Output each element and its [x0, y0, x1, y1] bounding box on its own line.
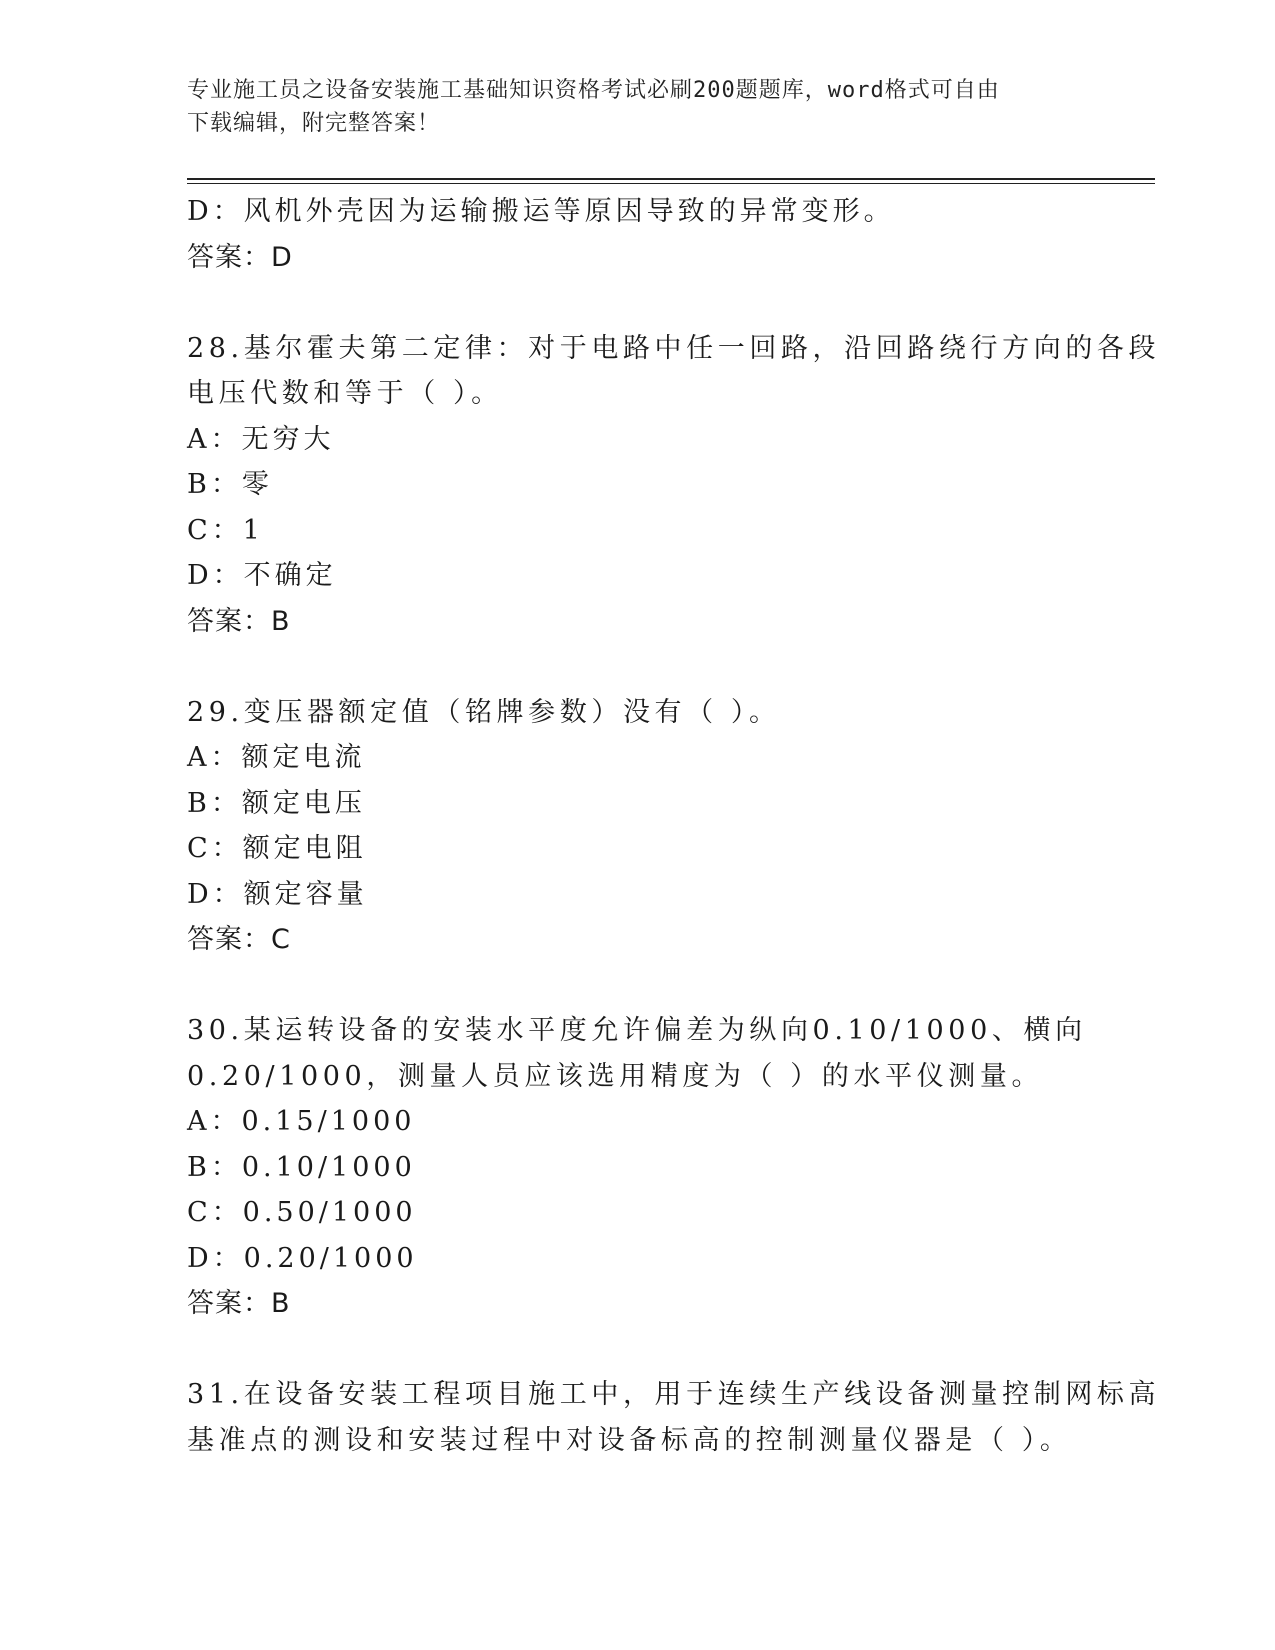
option-b: B：0.10/1000 — [187, 1151, 416, 1183]
spacer — [187, 963, 1087, 1009]
answer-line: 答案：C — [187, 924, 291, 955]
header-divider-thick — [187, 178, 1155, 180]
question-stem-line: 29.变压器额定值（铭牌参数）没有（ ）。 — [187, 696, 781, 728]
spacer — [187, 280, 1087, 326]
question-31 — [187, 1372, 1161, 1463]
option-d: D：0.20/1000 — [187, 1242, 418, 1274]
question-stem-line: 31.在设备安装工程项目施工中，用于连续生产线设备测量控制网标高 — [187, 1379, 1161, 1410]
question-stem-line: 30.某运转设备的安装水平度允许偏差为纵向0.10/1000、横向 — [187, 1015, 1087, 1046]
question-stem-line: 电压代数和等于（ ）。 — [187, 378, 503, 409]
option-b: B：额定电压 — [187, 787, 366, 819]
spacer — [187, 1327, 1087, 1373]
header-title-line-2: 下载编辑，附完整答案！ — [187, 111, 441, 136]
option-d: D：风机外壳因为运输搬运等原因导致的异常变形。 — [187, 196, 895, 227]
option-a: A：额定电流 — [187, 742, 366, 773]
question-30 — [187, 1008, 1087, 1327]
question-stem-line: 28.基尔霍夫第二定律：对于电路中任一回路，沿回路绕行方向的各段 — [187, 332, 1161, 364]
option-c: C：1 — [187, 514, 264, 546]
option-a: A：无穷大 — [187, 423, 335, 455]
option-a: A：0.15/1000 — [187, 1106, 416, 1137]
option-d: D：额定容量 — [187, 878, 368, 910]
spacer — [187, 644, 1087, 690]
option-c: C：0.50/1000 — [187, 1197, 417, 1228]
question-28 — [187, 326, 1161, 645]
option-b: B：零 — [187, 469, 273, 500]
option-d: D：不确定 — [187, 560, 337, 591]
question-stem-line: 基准点的测设和安装过程中对设备标高的控制测量仪器是（ ）。 — [187, 1424, 1072, 1456]
question-content — [187, 189, 1161, 1463]
answer-line: 答案：B — [187, 1288, 291, 1319]
header-divider-thin — [187, 183, 1155, 184]
page-header — [187, 74, 1087, 140]
question-29 — [187, 690, 1087, 963]
header-title-line-1: 专业施工员之设备安装施工基础知识资格考试必刷200题题库，word格式可自由 — [187, 78, 1000, 103]
answer-line: 答案：B — [187, 605, 291, 637]
option-c: C：额定电阻 — [187, 833, 367, 864]
previous-question-fragment — [187, 189, 1087, 280]
answer-line: 答案：D — [187, 241, 293, 273]
question-stem-line: 0.20/1000，测量人员应该选用精度为（ ）的水平仪测量。 — [187, 1060, 1044, 1092]
